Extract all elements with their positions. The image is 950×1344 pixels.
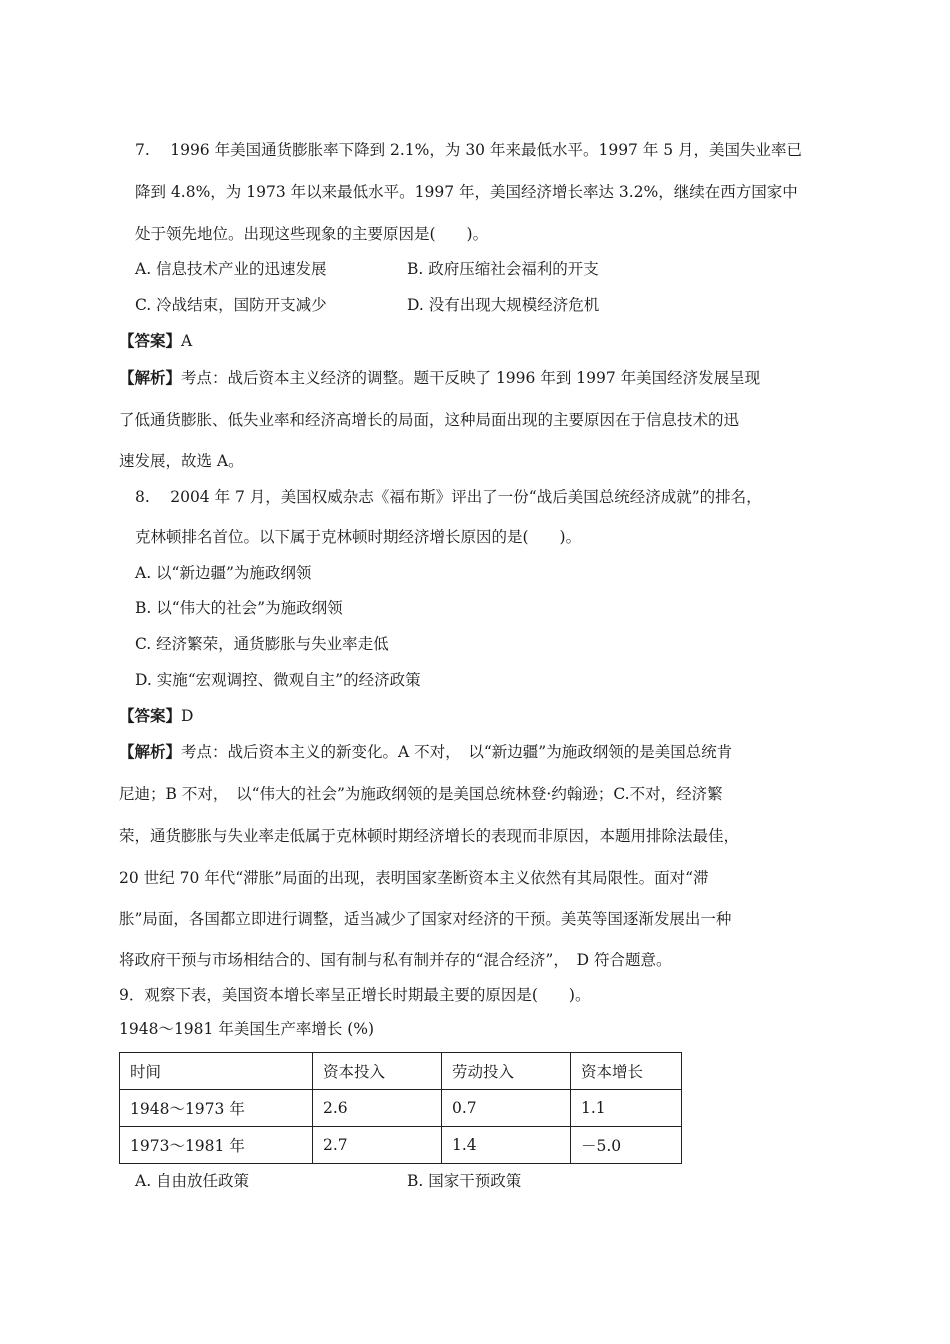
table-cell: 1973～1981 年: [120, 1127, 313, 1164]
q9-table-title: 1948～1981 年美国生产率增长 (%): [119, 1020, 375, 1038]
q9-option-b: B. 国家干预政策: [407, 1172, 522, 1190]
q8-option-b: B. 以“伟大的社会”为施政纲领: [135, 599, 343, 617]
q7-stem-line-2: 降到 4.8%，为 1973 年以来最低水平。1997 年，美国经济增长率达 3.2%，继续在西方国家中: [135, 183, 798, 201]
q8-answer: [119, 706, 193, 726]
table-header-cell: 资本投入: [313, 1053, 442, 1090]
q8-option-c: C. 经济繁荣，通货膨胀与失业率走低: [135, 635, 389, 653]
table-header-cell: 劳动投入: [442, 1053, 571, 1090]
table-header-cell: 时间: [120, 1053, 313, 1090]
q7-stem-line-1: 7. 1996 年美国通货膨胀率下降到 2.1%，为 30 年来最低水平。1997 年 5 月，美国失业率已: [135, 141, 803, 159]
q7-analysis-line-2: 了低通货膨胀、低失业率和经济高增长的局面，这种局面出现的主要原因在于信息技术的迅: [119, 411, 740, 429]
table-cell: 1.1: [571, 1090, 682, 1127]
q7-answer: [119, 331, 192, 351]
answer-value: D: [181, 707, 194, 725]
q8-option-d: D. 实施“宏观调控、微观自主”的经济政策: [135, 671, 421, 689]
table-cell: 2.7: [313, 1127, 442, 1164]
q7-option-b: B. 政府压缩社会福利的开支: [407, 260, 599, 278]
table-cell: 1.4: [442, 1127, 571, 1164]
q8-option-a: A. 以“新边疆”为施政纲领: [135, 564, 312, 582]
q8-analysis-line-6: 将政府干预与市场相结合的、国有制与私有制并存的“混合经济”， D 符合题意。: [119, 951, 672, 969]
q8-stem-line-2: 克林顿排名首位。以下属于克林顿时期经济增长原因的是( )。: [135, 528, 582, 546]
table-cell: 0.7: [442, 1090, 571, 1127]
analysis-text: 考点：战后资本主义的新变化。A 不对， 以“新边疆”为施政纲领的是美国总统肯: [181, 743, 733, 761]
q7-option-d: D. 没有出现大规模经济危机: [407, 296, 600, 314]
q8-analysis-line-5: 胀”局面，各国都立即进行调整，适当减少了国家对经济的干预。美英等国逐渐发展出一种: [119, 910, 732, 928]
analysis-text: 考点：战后资本主义经济的调整。题干反映了 1996 年到 1997 年美国经济发展呈现: [181, 369, 761, 387]
q7-analysis-line-1: [119, 368, 760, 388]
q7-stem-line-3: 处于领先地位。出现这些现象的主要原因是( )。: [135, 225, 489, 243]
table-row: [120, 1090, 682, 1127]
q7-option-a: A. 信息技术产业的迅速发展: [135, 260, 327, 278]
q9-stem: 9．观察下表，美国资本增长率呈正增长时期最主要的原因是( )。: [119, 986, 591, 1004]
answer-tag: 【答案】: [119, 706, 182, 725]
q8-analysis-line-3: 荣，通货膨胀与失业率走低属于克林顿时期经济增长的表现而非原因，本题用排除法最佳，: [119, 827, 740, 845]
table-row: [120, 1127, 682, 1164]
analysis-tag: 【解析】: [119, 368, 182, 387]
q7-analysis-line-3: 速发展，故选 A。: [119, 452, 244, 470]
answer-value: A: [181, 332, 193, 350]
table-cell: 2.6: [313, 1090, 442, 1127]
q7-option-c: C. 冷战结束，国防开支减少: [135, 296, 327, 314]
productivity-table: [119, 1052, 682, 1164]
table-header-row: [120, 1053, 682, 1090]
q8-analysis-line-1: [119, 742, 732, 762]
q8-stem-line-1: 8. 2004 年 7 月，美国权威杂志《福布斯》评出了一份“战后美国总统经济成就”的排名，: [135, 488, 762, 506]
table-cell: －5.0: [571, 1127, 682, 1164]
q9-option-a: A. 自由放任政策: [135, 1172, 250, 1190]
answer-tag: 【答案】: [119, 331, 182, 350]
analysis-tag: 【解析】: [119, 742, 182, 761]
q8-analysis-line-2: 尼迪；B 不对， 以“伟大的社会”为施政纲领的是美国总统林登·约翰逊；C.不对，经济繁: [119, 785, 723, 803]
table-header-cell: 资本增长: [571, 1053, 682, 1090]
q8-analysis-line-4: 20 世纪 70 年代“滞胀”局面的出现，表明国家垄断资本主义依然有其局限性。面对“滞: [119, 869, 709, 887]
table-cell: 1948～1973 年: [120, 1090, 313, 1127]
